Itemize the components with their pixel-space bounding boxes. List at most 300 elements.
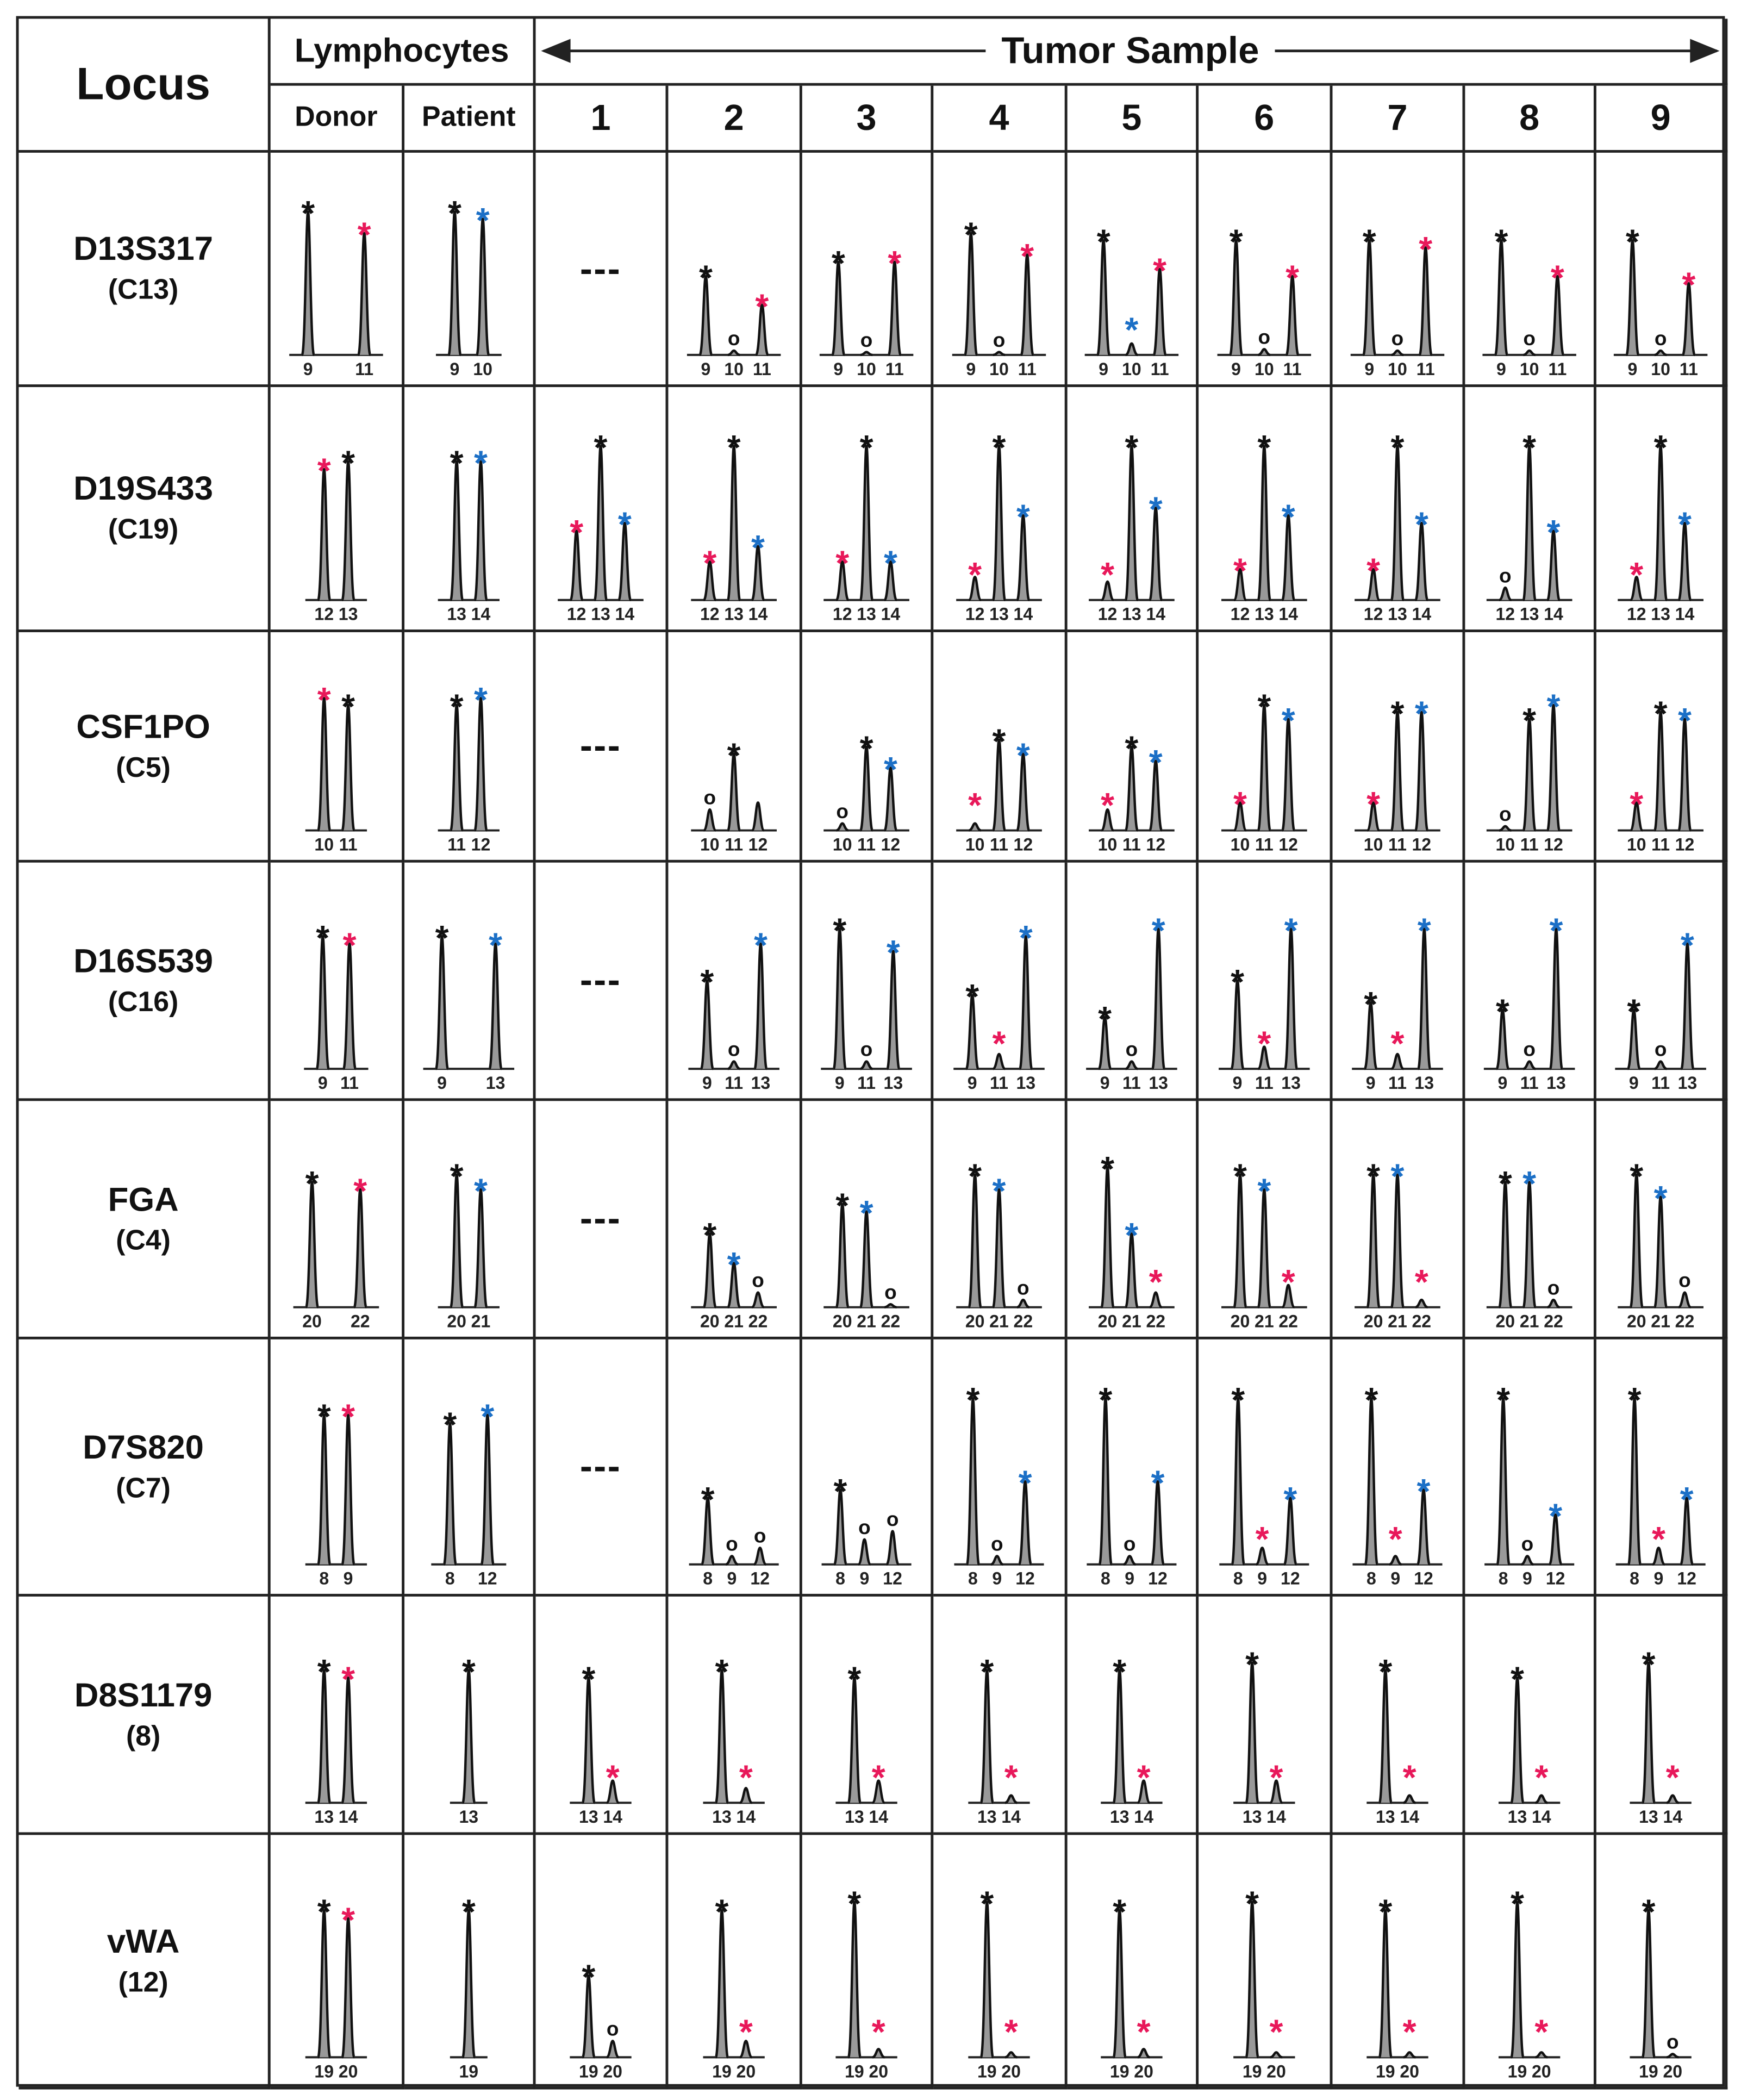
- allele-tick-label: 11: [1255, 1073, 1274, 1093]
- allele-tick-label: 14: [748, 604, 768, 624]
- peak-marker-asterisk-black: *: [1096, 222, 1110, 261]
- sample-header-6: 6: [1199, 86, 1332, 153]
- allele-tick-label: 14: [1134, 1807, 1153, 1827]
- locus-chromosome: (C16): [108, 986, 179, 1018]
- allele-tick-label: 11: [1018, 359, 1037, 379]
- electropherogram-sample-3: [802, 1101, 933, 1339]
- allele-tick-label: 12: [1677, 1568, 1696, 1588]
- peak-allele-22: [1017, 1300, 1029, 1307]
- allele-tick-label: 19: [1109, 2061, 1130, 2082]
- peak-allele-11: [728, 1062, 740, 1069]
- peak-allele-12: [482, 1415, 494, 1565]
- allele-tick-label: 11: [857, 1073, 876, 1093]
- allele-tick-label: 11: [1416, 359, 1435, 379]
- allele-tick-label: 9: [834, 1073, 845, 1093]
- electropherogram-sample-9: [1596, 153, 1727, 387]
- peak-marker-asterisk-red: *: [1390, 1024, 1405, 1063]
- peak-marker-asterisk-black: *: [727, 736, 741, 775]
- electropherogram-patient: [404, 153, 535, 387]
- allele-tick-label: 21: [471, 1311, 491, 1331]
- allele-tick-label: 10: [1363, 834, 1383, 855]
- tumor-sample-label: Tumor Sample: [1001, 29, 1259, 71]
- allele-tick-label: 9: [833, 359, 844, 379]
- trace-plot: [1596, 1339, 1725, 1594]
- peak-marker-circle: o: [1499, 564, 1512, 587]
- trace-plot: [802, 1597, 931, 1833]
- peak-marker-asterisk-blue: *: [1281, 701, 1295, 740]
- peak-marker-asterisk-black: *: [317, 1652, 331, 1691]
- trace-plot: [1199, 863, 1330, 1099]
- allele-tick-label: 14: [869, 1807, 889, 1827]
- trace-plot: [1596, 1101, 1725, 1337]
- electropherogram-sample-8: [1465, 1835, 1596, 2089]
- peak-allele-12: [1499, 588, 1511, 600]
- allele-tick-label: 13: [1149, 1073, 1168, 1093]
- trace-plot: [271, 153, 402, 384]
- locus-label: [18, 632, 270, 863]
- allele-tick-label: 11: [752, 359, 771, 379]
- peak-marker-asterisk-red: *: [1020, 236, 1034, 276]
- allele-tick-label: 9: [437, 1073, 447, 1093]
- peak-allele-20: [1536, 2052, 1547, 2057]
- peak-marker-asterisk-black: *: [594, 428, 608, 468]
- peak-allele-19: [981, 1902, 993, 2058]
- trace-plot: [1199, 632, 1330, 860]
- peak-marker-asterisk-blue: *: [474, 680, 488, 719]
- electropherogram-donor: [271, 1835, 404, 2089]
- allele-tick-label: 10: [1495, 834, 1515, 855]
- peak-marker-asterisk-black: *: [1231, 962, 1245, 1002]
- peak-marker-asterisk-red: *: [342, 925, 357, 965]
- peak-allele-13: [1524, 446, 1536, 600]
- peak-allele-8: [1365, 1398, 1377, 1565]
- allele-tick-label: 22: [1544, 1311, 1563, 1331]
- peak-allele-10: [728, 351, 740, 355]
- peak-marker-asterisk-black: *: [1098, 999, 1112, 1038]
- electropherogram-sample-9: [1596, 1597, 1727, 1835]
- sample-header-8: 8: [1465, 86, 1596, 153]
- allele-tick-label: 8: [319, 1568, 329, 1588]
- allele-tick-label: 20: [1532, 2061, 1551, 2082]
- allele-tick-label: 13: [1507, 1807, 1527, 1827]
- electropherogram-sample-2: [668, 632, 802, 863]
- allele-tick-label: 11: [1651, 834, 1670, 855]
- peak-marker-asterisk-black: *: [833, 1471, 847, 1511]
- allele-tick-label: 8: [968, 1568, 978, 1588]
- electropherogram-sample-3: [802, 387, 933, 632]
- allele-tick-label: 11: [355, 359, 374, 379]
- allele-tick-label: 11: [1548, 359, 1567, 379]
- allele-tick-label: 20: [965, 1311, 985, 1331]
- trace-plot: [668, 632, 799, 860]
- peak-marker-asterisk-black: *: [1362, 222, 1376, 261]
- locus-chromosome: (C13): [108, 275, 179, 306]
- peak-allele-9: [302, 211, 314, 355]
- allele-tick-label: 13: [1639, 1807, 1658, 1827]
- allele-tick-label: 20: [1495, 1311, 1515, 1331]
- peak-marker-asterisk-black: *: [715, 1652, 729, 1691]
- peak-allele-20: [1270, 2052, 1282, 2057]
- allele-tick-label: 13: [989, 604, 1009, 624]
- peak-marker-asterisk-red: *: [1233, 551, 1247, 590]
- peak-allele-13: [1655, 446, 1667, 600]
- locus-chromosome: (12): [118, 1967, 169, 1998]
- peak-marker-asterisk-black: *: [1125, 428, 1139, 468]
- peak-marker-asterisk-black: *: [992, 428, 1006, 468]
- locus-label: [18, 153, 270, 387]
- electropherogram-donor: [271, 1339, 404, 1597]
- peak-marker-asterisk-blue: *: [1414, 694, 1428, 733]
- peak-allele-13: [860, 446, 872, 600]
- allele-tick-label: 22: [1013, 1311, 1033, 1331]
- allele-tick-label: 11: [1150, 359, 1169, 379]
- electropherogram-donor: [271, 1597, 404, 1835]
- peak-allele-22: [1678, 1293, 1690, 1307]
- allele-tick-label: 9: [1257, 1568, 1268, 1588]
- electropherogram-sample-9: [1596, 387, 1727, 632]
- trace-plot: [1199, 153, 1330, 384]
- peak-marker-circle: o: [1125, 1038, 1138, 1061]
- peak-marker-asterisk-red: *: [1550, 258, 1564, 297]
- trace-plot: [1199, 1597, 1330, 1833]
- electropherogram-sample-2: [668, 1597, 802, 1835]
- peak-marker-asterisk-black: *: [1099, 1380, 1113, 1419]
- allele-tick-label: 11: [1283, 359, 1302, 379]
- allele-tick-label: 12: [478, 1568, 497, 1588]
- allele-tick-label: 20: [1626, 1311, 1646, 1331]
- peak-marker-asterisk-black: *: [443, 1405, 457, 1444]
- peak-marker-asterisk-black: *: [301, 193, 315, 233]
- allele-tick-label: 22: [1412, 1311, 1432, 1331]
- electropherogram-sample-3: [802, 153, 933, 387]
- peak-marker-asterisk-red: *: [992, 1024, 1006, 1063]
- electropherogram-sample-7: [1332, 863, 1465, 1101]
- peak-marker-circle: o: [1258, 326, 1271, 348]
- allele-tick-label: 9: [1497, 1073, 1508, 1093]
- locus-name: D19S433: [73, 470, 214, 508]
- electropherogram-sample-4: [933, 153, 1067, 387]
- peak-marker-asterisk-red: *: [1004, 2012, 1018, 2052]
- allele-tick-label: 9: [1125, 1568, 1135, 1588]
- peak-marker-asterisk-blue: *: [1016, 497, 1030, 537]
- electropherogram-sample-4: [933, 1835, 1067, 2089]
- trace-plot: [404, 1835, 533, 2086]
- allele-tick-label: 20: [603, 2061, 623, 2082]
- peak-marker-circle: o: [993, 328, 1006, 351]
- allele-tick-label: 12: [1281, 1568, 1300, 1588]
- electropherogram-sample-6: [1199, 1339, 1332, 1597]
- peak-allele-13: [993, 446, 1005, 600]
- electropherogram-sample-4: [933, 1101, 1067, 1339]
- peak-marker-circle: o: [727, 327, 740, 350]
- trace-plot: [536, 1835, 666, 2086]
- peak-allele-11: [1126, 1062, 1138, 1069]
- electropherogram-patient: [404, 1597, 535, 1835]
- allele-tick-label: 20: [1663, 2061, 1683, 2082]
- trace-plot: [1332, 1101, 1462, 1337]
- allele-tick-label: 8: [1366, 1568, 1376, 1588]
- trace-plot: [668, 387, 799, 630]
- peak-allele-19: [318, 1910, 330, 2058]
- allele-tick-label: 12: [1230, 604, 1250, 624]
- peak-marker-asterisk-red: *: [1366, 551, 1381, 590]
- peak-marker-asterisk-blue: *: [1416, 1471, 1431, 1511]
- peak-marker-asterisk-black: *: [1653, 428, 1668, 468]
- peak-allele-10: [1524, 351, 1536, 355]
- peak-marker-asterisk-red: *: [1402, 1758, 1416, 1797]
- locus-header: Locus: [18, 18, 270, 152]
- electropherogram-sample-9: [1596, 1835, 1727, 2089]
- peak-marker-circle: o: [1666, 2030, 1679, 2053]
- allele-tick-label: 12: [1412, 834, 1432, 855]
- allele-tick-label: 13: [1375, 1807, 1395, 1827]
- peak-marker-asterisk-black: *: [1101, 1149, 1115, 1188]
- allele-tick-label: 12: [883, 1568, 902, 1588]
- electropherogram-sample-6: [1199, 1835, 1332, 2089]
- allele-tick-label: 11: [1520, 834, 1539, 855]
- peak-marker-asterisk-black: *: [1378, 1892, 1393, 1931]
- electropherogram-sample-3: [802, 863, 933, 1101]
- peak-allele-19: [1246, 1902, 1258, 2058]
- peak-allele-20: [607, 2041, 619, 2057]
- allele-tick-label: 12: [1148, 1568, 1168, 1588]
- allele-tick-label: 14: [1400, 1807, 1419, 1827]
- allele-tick-label: 21: [724, 1311, 744, 1331]
- peak-marker-asterisk-red: *: [703, 543, 717, 583]
- peak-marker-asterisk-blue: *: [1018, 1463, 1032, 1503]
- peak-marker-circle: o: [1678, 1269, 1691, 1292]
- trace-plot: [802, 387, 931, 630]
- allele-tick-label: 13: [1016, 1073, 1036, 1093]
- locus-label: [18, 1101, 270, 1339]
- not-analyzed-dash: ---: [579, 724, 622, 767]
- electropherogram-sample-4: [933, 1597, 1067, 1835]
- peak-marker-asterisk-red: *: [871, 2012, 885, 2052]
- peak-marker-circle: o: [1017, 1276, 1029, 1299]
- sample-header-9: 9: [1596, 86, 1727, 153]
- allele-tick-label: 11: [1520, 1073, 1539, 1093]
- allele-tick-label: 13: [314, 1807, 334, 1827]
- allele-tick-label: 11: [725, 1073, 744, 1093]
- allele-tick-label: 14: [736, 1807, 756, 1827]
- allele-tick-label: 9: [1653, 1568, 1664, 1588]
- electropherogram-sample-5: [1068, 632, 1199, 863]
- locus-chromosome: (C19): [108, 514, 179, 545]
- allele-tick-label: 20: [1097, 1311, 1118, 1331]
- peak-marker-circle: o: [727, 1038, 740, 1061]
- locus-chromosome: (C4): [116, 1225, 171, 1256]
- electropherogram-sample-6: [1199, 1101, 1332, 1339]
- sample-header-4: 4: [933, 86, 1067, 153]
- peak-marker-asterisk-red: *: [357, 215, 371, 254]
- electropherogram-donor: [271, 863, 404, 1101]
- electropherogram-sample-4: [933, 1339, 1067, 1597]
- allele-tick-label: 13: [1414, 1073, 1434, 1093]
- peak-marker-asterisk-black: *: [1245, 1884, 1259, 1923]
- peak-marker-asterisk-blue: *: [859, 1193, 873, 1233]
- locus-name: D8S1179: [74, 1676, 213, 1714]
- peak-marker-circle: o: [1521, 1532, 1534, 1555]
- locus-name: D13S317: [73, 230, 214, 268]
- trace-plot: [668, 1339, 799, 1594]
- trace-plot: [271, 1339, 402, 1594]
- peak-marker-asterisk-black: *: [1364, 984, 1378, 1024]
- allele-tick-label: 14: [1266, 1807, 1286, 1827]
- allele-tick-label: 9: [1390, 1568, 1401, 1588]
- allele-tick-label: 13: [1519, 604, 1539, 624]
- left-arrow-icon: [544, 49, 985, 52]
- peak-marker-asterisk-blue: *: [1549, 911, 1563, 950]
- allele-tick-label: 14: [1278, 604, 1298, 624]
- peak-marker-asterisk-blue: *: [1680, 1480, 1694, 1519]
- allele-tick-label: 9: [303, 359, 313, 379]
- electropherogram-sample-7: [1332, 1597, 1465, 1835]
- trace-plot: [1068, 632, 1196, 860]
- electropherogram-sample-5: [1068, 1835, 1199, 2089]
- peak-marker-asterisk-blue: *: [1414, 504, 1428, 544]
- peak-marker-asterisk-blue: *: [1149, 489, 1163, 529]
- trace-plot: [933, 153, 1064, 384]
- allele-tick-label: 14: [1146, 604, 1166, 624]
- locus-label: [18, 863, 270, 1101]
- electropherogram-sample-8: [1465, 1339, 1596, 1597]
- allele-tick-label: 9: [966, 359, 976, 379]
- allele-tick-label: 20: [1230, 1311, 1250, 1331]
- peak-marker-asterisk-red: *: [968, 785, 982, 825]
- peak-marker-asterisk-black: *: [450, 443, 464, 483]
- peak-marker-asterisk-blue: *: [1019, 918, 1033, 957]
- sample-header-5: 5: [1068, 86, 1199, 153]
- peak-marker-asterisk-black: *: [316, 918, 330, 957]
- electropherogram-sample-2: [668, 1101, 802, 1339]
- allele-tick-label: 21: [857, 1311, 876, 1331]
- allele-tick-label: 19: [459, 2061, 479, 2082]
- allele-tick-label: 10: [473, 359, 493, 379]
- peak-allele-8: [967, 1398, 979, 1565]
- trace-plot: [404, 863, 533, 1099]
- allele-tick-label: 11: [1388, 1073, 1407, 1093]
- allele-tick-label: 13: [857, 604, 876, 624]
- allele-tick-label: 13: [579, 1807, 598, 1827]
- peak-marker-asterisk-blue: *: [1151, 1463, 1165, 1503]
- allele-tick-label: 8: [1100, 1568, 1110, 1588]
- electropherogram-sample-1: [536, 1835, 669, 2089]
- electropherogram-donor: [271, 387, 404, 632]
- peak-marker-asterisk-red: *: [739, 1758, 753, 1797]
- allele-tick-label: 13: [1242, 1807, 1262, 1827]
- allele-tick-label: 12: [965, 604, 985, 624]
- peak-marker-asterisk-black: *: [1630, 1156, 1644, 1196]
- allele-tick-label: 10: [1626, 834, 1646, 855]
- allele-tick-label: 19: [712, 2061, 732, 2082]
- allele-tick-label: 19: [1375, 2061, 1395, 2082]
- peak-marker-asterisk-black: *: [1495, 992, 1509, 1031]
- allele-tick-label: 14: [603, 1807, 623, 1827]
- peak-marker-asterisk-black: *: [964, 215, 978, 254]
- trace-plot: [1068, 1835, 1196, 2086]
- electropherogram-sample-6: [1199, 1597, 1332, 1835]
- electropherogram-sample-2: [668, 153, 802, 387]
- allele-tick-label: 19: [1507, 2061, 1527, 2082]
- peak-marker-asterisk-blue: *: [617, 504, 632, 544]
- electropherogram-patient: [404, 1101, 535, 1339]
- peak-marker-circle: o: [1523, 1038, 1536, 1061]
- trace-plot: [1596, 387, 1725, 630]
- allele-tick-label: 14: [1675, 604, 1695, 624]
- electropherogram-patient: [404, 387, 535, 632]
- allele-tick-label: 13: [485, 1073, 506, 1093]
- electropherogram-sample-4: [933, 863, 1067, 1101]
- peak-marker-asterisk-blue: *: [1549, 1496, 1563, 1536]
- allele-tick-label: 20: [832, 1311, 852, 1331]
- peak-marker-asterisk-blue: *: [1125, 1215, 1139, 1255]
- allele-tick-label: 19: [1639, 2061, 1658, 2082]
- allele-tick-label: 12: [881, 834, 901, 855]
- peak-allele-20: [1667, 2054, 1678, 2057]
- electropherogram-sample-4: [933, 387, 1067, 632]
- peak-marker-circle: o: [886, 1507, 899, 1530]
- peak-marker-asterisk-blue: *: [1125, 310, 1139, 350]
- allele-tick-label: 9: [727, 1568, 737, 1588]
- allele-tick-label: 14: [471, 604, 491, 624]
- locus-name: vWA: [107, 1922, 180, 1960]
- peak-marker-asterisk-blue: *: [1522, 1163, 1537, 1203]
- peak-allele-13: [595, 446, 607, 600]
- locus-chromosome: (C7): [116, 1472, 171, 1504]
- allele-tick-label: 11: [447, 834, 466, 855]
- trace-plot: [404, 387, 533, 630]
- allele-tick-label: 9: [1099, 359, 1109, 379]
- peak-marker-asterisk-black: *: [700, 962, 714, 1002]
- allele-tick-label: 10: [724, 359, 744, 379]
- peak-marker-circle: o: [1547, 1276, 1560, 1299]
- trace-plot: [933, 632, 1064, 860]
- electropherogram-sample-6: [1199, 632, 1332, 863]
- peak-allele-13: [1391, 446, 1403, 600]
- peak-marker-asterisk-black: *: [461, 1652, 476, 1691]
- allele-tick-label: 10: [1388, 359, 1407, 379]
- allele-tick-label: 9: [967, 1073, 977, 1093]
- trace-plot: [404, 632, 533, 860]
- peak-marker-asterisk-blue: *: [1149, 743, 1163, 782]
- allele-tick-label: 20: [338, 2061, 358, 2082]
- peak-allele-19: [1114, 1910, 1126, 2058]
- peak-allele-10: [1655, 351, 1667, 355]
- trace-plot: [802, 632, 931, 860]
- peak-marker-asterisk-black: *: [1229, 222, 1243, 261]
- electropherogram-sample-5: [1068, 387, 1199, 632]
- electropherogram-sample-3: [802, 1339, 933, 1597]
- electropherogram-sample-3: [802, 1835, 933, 2089]
- trace-plot: [802, 863, 931, 1099]
- tumor-sample-header: [536, 18, 1728, 85]
- peak-marker-asterisk-red: *: [1534, 2012, 1549, 2052]
- allele-tick-label: 12: [1013, 834, 1033, 855]
- locus-name: CSF1PO: [76, 708, 210, 746]
- peak-marker-asterisk-black: *: [992, 721, 1006, 761]
- electropherogram-sample-1: [536, 1101, 669, 1339]
- peak-marker-circle: o: [1123, 1532, 1136, 1555]
- not-analyzed-dash: ---: [579, 959, 622, 1001]
- allele-tick-label: 10: [965, 834, 985, 855]
- peak-marker-circle: o: [606, 2017, 619, 2040]
- peak-marker-asterisk-black: *: [1113, 1892, 1127, 1931]
- peak-marker-asterisk-black: *: [1625, 222, 1639, 261]
- trace-plot: [1068, 387, 1196, 630]
- peak-marker-asterisk-blue: *: [1546, 687, 1561, 726]
- electropherogram-sample-7: [1332, 1339, 1465, 1597]
- peak-marker-circle: o: [1391, 327, 1404, 350]
